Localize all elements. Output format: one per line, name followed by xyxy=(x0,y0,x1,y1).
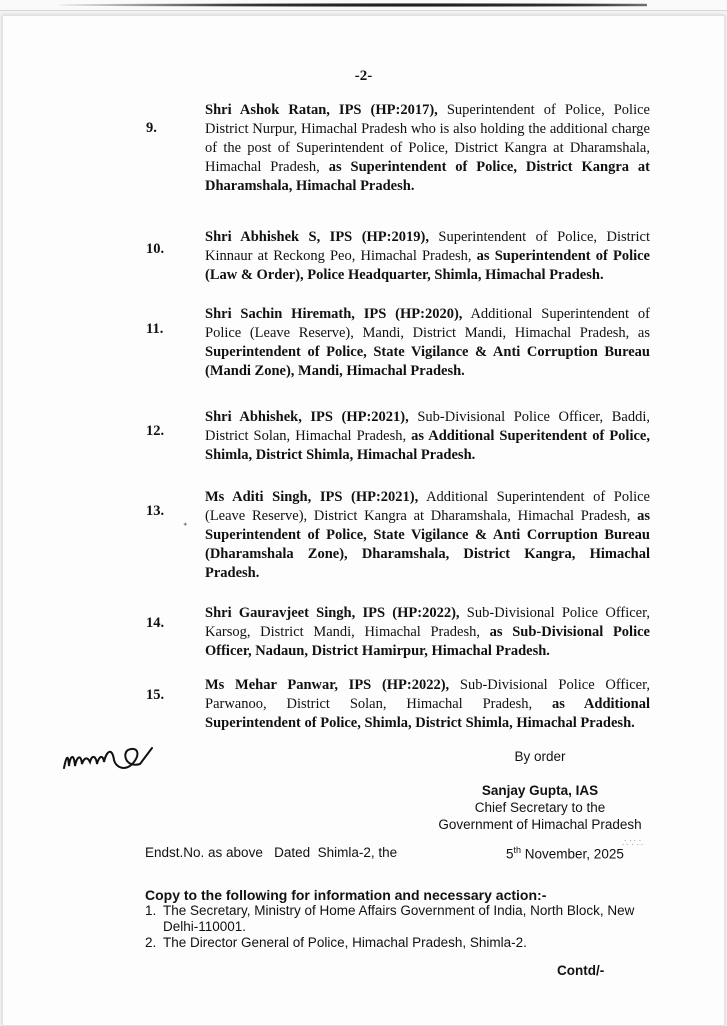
signatory-name: Sanjay Gupta, IAS xyxy=(481,783,599,798)
endorsement-date: 5th November, 2025 xyxy=(506,845,624,862)
item-number: 11. xyxy=(146,321,164,337)
item-number: 13. xyxy=(146,503,165,519)
previous-page-edge xyxy=(0,0,727,11)
item-number: 14. xyxy=(146,615,165,631)
item-text: Shri Abhishek S, IPS (HP:2019), Superintendent of Police, District Kinnaur at Reckong Peo, Himachal Pradesh, as Superintendent of Police (Law & Order), Police Headquarter, Shimla, Himachal Pradesh. xyxy=(205,229,650,283)
item-number: 9. xyxy=(146,120,157,136)
copy-to-heading: Copy to the following for information and necessary action:- xyxy=(145,887,547,903)
endorsement-label: Endst.No. as above Dated Shimla-2, the xyxy=(145,845,398,860)
item-number: 15. xyxy=(146,687,165,703)
page-number: -2- xyxy=(354,68,373,84)
item-text: Ms Aditi Singh, IPS (HP:2021), Additional Superintendent of Police (Leave Reserve), District Kangra at Dharamshala, Himachal Pradesh, as Superintendent of Police, State Vigilance & Anti Corruption Bureau (Dharamshala Zone), Dharamshala, District Kangra, Himachal Pradesh. xyxy=(205,489,650,581)
item-number: 12. xyxy=(146,423,165,439)
signatory-title-2: Government of Himachal Pradesh xyxy=(438,817,642,832)
handwritten-signature xyxy=(60,738,160,780)
by-order-label: By order xyxy=(514,749,566,764)
item-text: Shri Sachin Hiremath, IPS (HP:2020), Additional Superintendent of Police (Leave Reserve), Mandi, District Mandi, Himachal Pradesh, as Superintendent of Police, State Vigilance & Anti Corruption Bureau (Mandi Zone), Mandi, Himachal Pradesh. xyxy=(205,306,650,379)
faint-stamp: ∴∵∴ xyxy=(622,838,645,849)
item-text: Shri Gauravjeet Singh, IPS (HP:2022), Sub-Divisional Police Officer, Karsog, District Mandi, Himachal Pradesh, as Sub-Divisional Police Officer, Nadaun, District Hamirpur, Himachal Pradesh. xyxy=(205,605,650,659)
item-text: Shri Ashok Ratan, IPS (HP:2017), Superintendent of Police, Police District Nurpur, Himachal Pradesh who is also holding the additional charge of the post of Superintendent of Police, District Kangra at Dharamshala, Himachal Pradesh, as Superintendent of Police, District Kangra at Dharamshala, Himachal Pradesh. xyxy=(205,102,650,194)
continued-label: Contd/- xyxy=(557,963,605,978)
item-text: Shri Abhishek, IPS (HP:2021), Sub-Divisional Police Officer, Baddi, District Solan, Himachal Pradesh, as Additional Superitendent of Police, Shimla, District Shimla, Himachal Pradesh. xyxy=(205,409,650,463)
stray-mark: ᐩ xyxy=(183,521,188,533)
signatory-title-1: Chief Secretary to the xyxy=(474,800,606,815)
item-text: Ms Mehar Panwar, IPS (HP:2022), Sub-Divisional Police Officer, Parwanoo, District Solan, Himachal Pradesh, as Additional Superintendent of Police, Shimla, District Shimla, Himachal Pradesh. xyxy=(205,677,651,731)
item-number: 10. xyxy=(146,241,165,257)
